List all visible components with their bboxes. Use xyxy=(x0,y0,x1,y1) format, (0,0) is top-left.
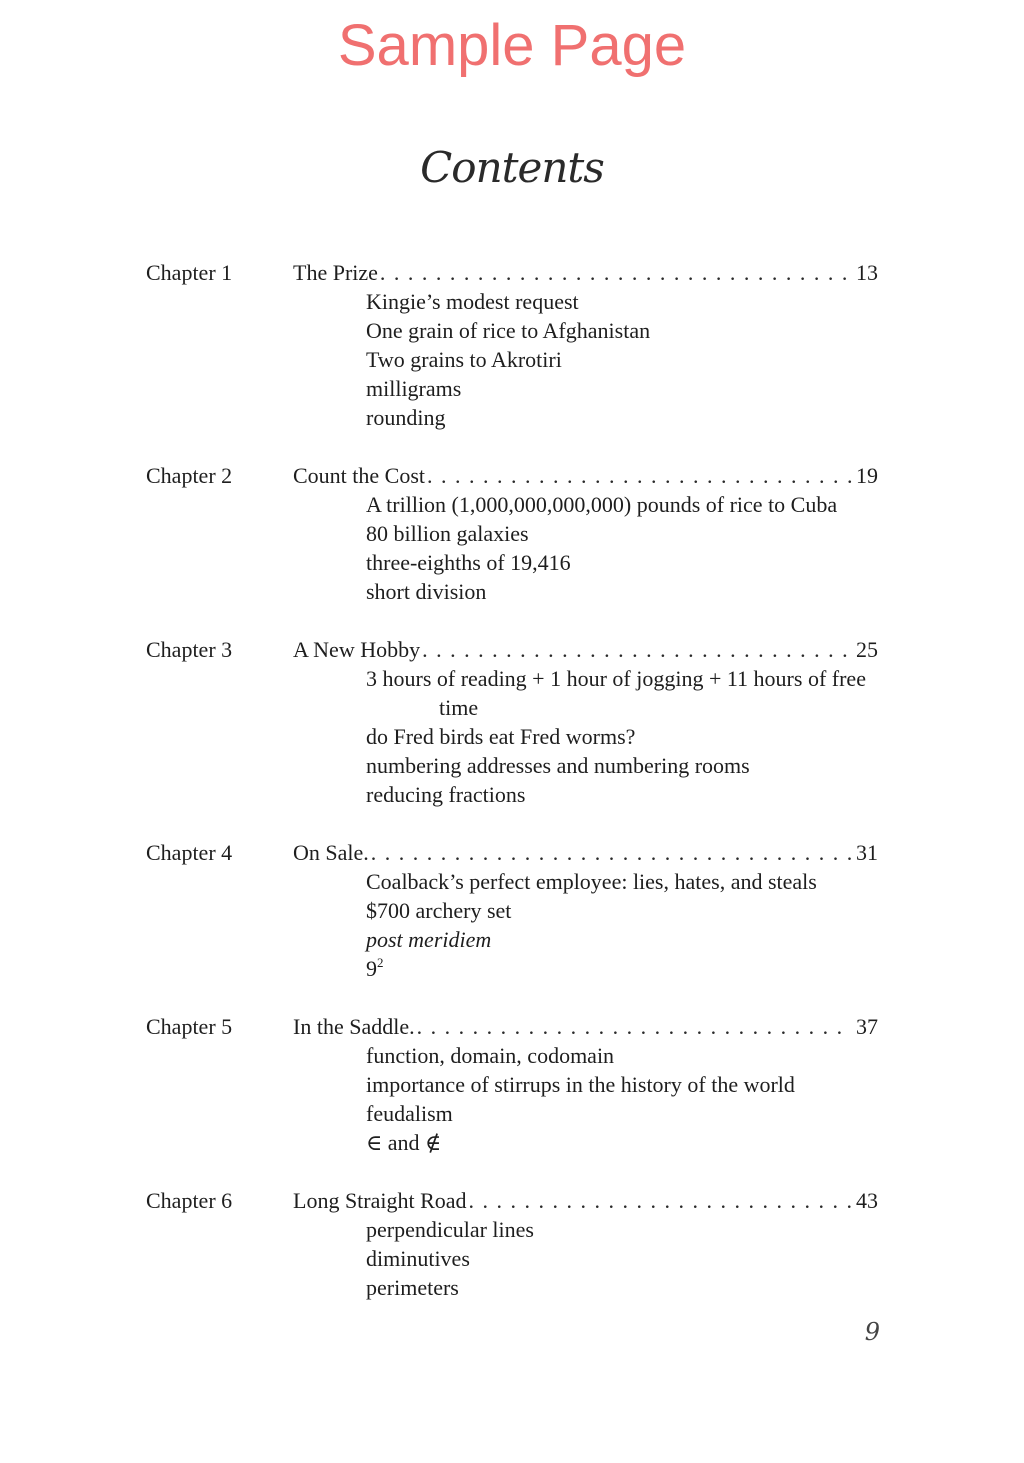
chapter-entry xyxy=(146,1186,878,1302)
topic-text: post meridiem xyxy=(366,927,492,952)
topic-item xyxy=(366,490,878,519)
chapter-label: Chapter 4 xyxy=(146,840,233,865)
chapter-page-number: 13 xyxy=(856,260,878,285)
topic-item xyxy=(366,780,878,809)
topic-item xyxy=(366,1128,878,1157)
chapter-topic-list xyxy=(146,1041,878,1157)
topic-item xyxy=(366,751,878,780)
topic-text: function, domain, codomain xyxy=(366,1043,615,1068)
topic-item xyxy=(366,722,878,751)
topic-text: milligrams xyxy=(366,376,462,401)
chapter-title: On Sale. xyxy=(293,840,369,865)
topic-superscript: 2 xyxy=(377,955,384,970)
chapter-entry xyxy=(146,1012,878,1157)
topic-item xyxy=(366,1099,878,1128)
topic-item xyxy=(366,345,878,374)
chapter-heading-row xyxy=(146,1012,878,1041)
sample-page-watermark: Sample Page xyxy=(337,13,687,78)
dot-leader xyxy=(469,1186,852,1215)
chapter-heading-row xyxy=(146,635,878,664)
chapter-topic-list xyxy=(146,1215,878,1302)
dot-leader xyxy=(417,1012,852,1041)
topic-text: diminutives xyxy=(366,1246,470,1271)
topic-text: reducing fractions xyxy=(366,782,526,807)
topic-text: perimeters xyxy=(366,1275,459,1300)
dot-leader xyxy=(380,258,852,287)
topic-text: ∈ and ∉ xyxy=(366,1130,442,1155)
chapter-topic-list xyxy=(146,867,878,983)
chapter-heading-row xyxy=(146,1186,878,1215)
dot-leader xyxy=(371,838,852,867)
topic-text: 3 hours of reading + 1 hour of jogging + 11 hours of free time xyxy=(366,666,866,720)
topic-item xyxy=(366,1041,878,1070)
chapter-page-number: 25 xyxy=(856,637,878,662)
topic-text: three-eighths of 19,416 xyxy=(366,550,571,575)
chapter-page-number: 37 xyxy=(856,1014,878,1039)
topic-item xyxy=(366,954,878,983)
table-of-contents xyxy=(146,258,878,1331)
page-number: 9 xyxy=(864,1318,880,1346)
topic-text: $700 archery set xyxy=(366,898,512,923)
topic-item xyxy=(366,548,878,577)
topic-item xyxy=(366,1070,878,1099)
chapter-entry xyxy=(146,258,878,432)
chapter-title: Count the Cost xyxy=(293,463,426,488)
chapter-label: Chapter 6 xyxy=(146,1188,233,1213)
chapter-topic-list xyxy=(146,287,878,432)
topic-item xyxy=(366,896,878,925)
topic-text: Coalback’s perfect employee: lies, hates, and steals xyxy=(366,869,817,894)
topic-text: 80 billion galaxies xyxy=(366,521,529,546)
chapter-title: A New Hobby xyxy=(293,637,421,662)
chapter-page-number: 43 xyxy=(856,1188,878,1213)
chapter-entry xyxy=(146,461,878,606)
topic-item xyxy=(366,925,878,954)
chapter-label: Chapter 1 xyxy=(146,260,233,285)
topic-item xyxy=(366,1273,878,1302)
topic-text: feudalism xyxy=(366,1101,453,1126)
topic-text: importance of stirrups in the history of the world xyxy=(366,1072,795,1097)
topic-item xyxy=(366,577,878,606)
chapter-page-number: 31 xyxy=(856,840,878,865)
chapter-heading-row xyxy=(146,461,878,490)
chapter-entry xyxy=(146,635,878,809)
topic-item xyxy=(366,316,878,345)
chapter-label: Chapter 5 xyxy=(146,1014,233,1039)
topic-item xyxy=(366,403,878,432)
dot-leader xyxy=(427,461,852,490)
topic-text: One grain of rice to Afghanistan xyxy=(366,318,651,343)
topic-item xyxy=(366,867,878,896)
topic-text: rounding xyxy=(366,405,446,430)
topic-item xyxy=(366,1215,878,1244)
chapter-title: In the Saddle. xyxy=(293,1014,415,1039)
topic-text: 9 xyxy=(366,956,377,981)
chapter-page-number: 19 xyxy=(856,463,878,488)
topic-text: do Fred birds eat Fred worms? xyxy=(366,724,636,749)
topic-text: perpendicular lines xyxy=(366,1217,534,1242)
topic-item xyxy=(366,287,878,316)
topic-item xyxy=(366,1244,878,1273)
chapter-entry xyxy=(146,838,878,983)
topic-text: short division xyxy=(366,579,487,604)
topic-item xyxy=(366,519,878,548)
chapter-title: The Prize xyxy=(293,260,378,285)
topic-text: Two grains to Akrotiri xyxy=(366,347,562,372)
chapter-label: Chapter 2 xyxy=(146,463,233,488)
contents-heading: Contents xyxy=(420,143,604,192)
topic-item xyxy=(366,374,878,403)
chapter-title: Long Straight Road xyxy=(293,1188,467,1213)
topic-item xyxy=(366,664,878,722)
chapter-heading-row xyxy=(146,838,878,867)
topic-text: Kingie’s modest request xyxy=(366,289,579,314)
dot-leader xyxy=(422,635,852,664)
chapter-heading-row xyxy=(146,258,878,287)
chapter-label: Chapter 3 xyxy=(146,637,233,662)
topic-text: A trillion (1,000,000,000,000) pounds of rice to Cuba xyxy=(366,492,838,517)
topic-text: numbering addresses and numbering rooms xyxy=(366,753,750,778)
chapter-topic-list xyxy=(146,490,878,606)
chapter-topic-list xyxy=(146,664,878,809)
